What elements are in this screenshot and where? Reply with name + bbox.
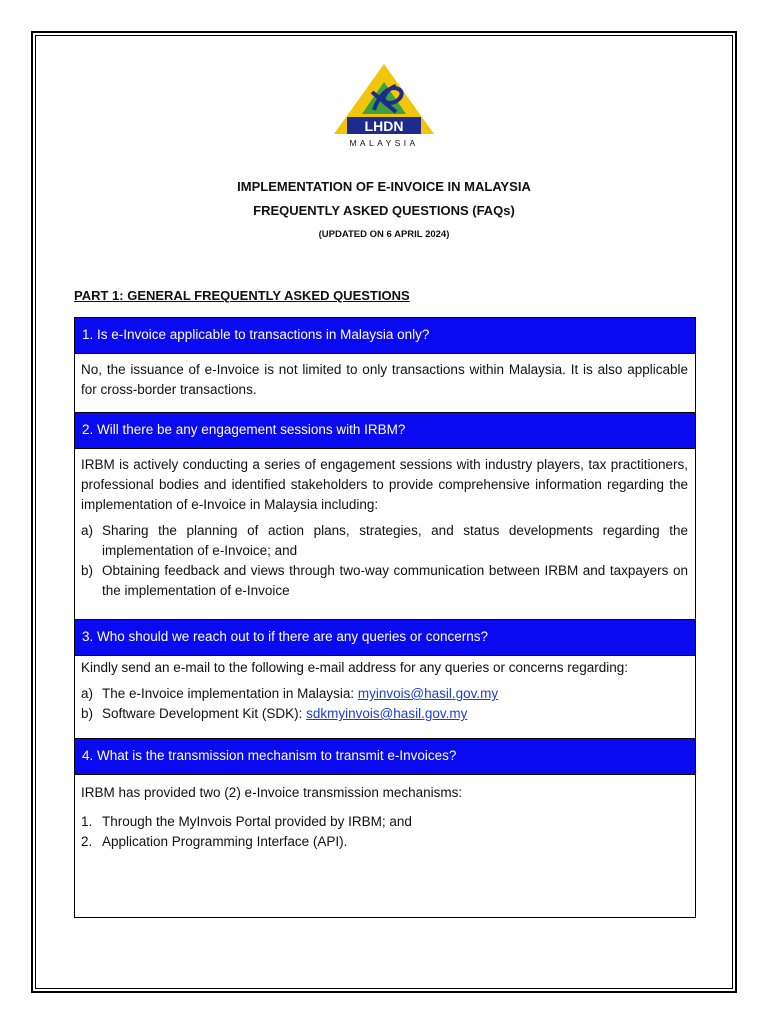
list-marker: a) (81, 686, 94, 701)
lhdn-logo (330, 62, 438, 152)
faq-table (74, 317, 696, 918)
list-item (81, 684, 688, 704)
list-item-text: Application Programming Interface (API). (102, 834, 348, 849)
doc-updated-date: (UPDATED ON 6 APRIL 2024) (318, 229, 450, 240)
doc-subtitle: FREQUENTLY ASKED QUESTIONS (FAQs) (253, 203, 515, 218)
list-item-text: Obtaining feedback and views through two-way communication between IRBM and taxpayers on the implementation of e-Invoice (102, 563, 688, 598)
faq-answer-3-list (81, 684, 688, 724)
faq-answer-3 (75, 656, 695, 739)
list-item-text: Sharing the planning of action plans, strategies, and status developments regarding the implementation of e-Invoice; and (102, 523, 688, 558)
faq-answer-1-text: No, the issuance of e-Invoice is not limited to only transactions within Malaysia. It is also applicable for cross-border transactions. (81, 362, 688, 397)
list-marker: b) (81, 563, 94, 578)
faq-answer-4-list (81, 812, 688, 852)
email-link-myinvois[interactable]: myinvois@hasil.gov.my (357, 686, 499, 701)
faq-answer-4-text: IRBM has provided two (2) e-Invoice transmission mechanisms: (81, 785, 463, 800)
list-item (81, 521, 688, 561)
faq-answer-2-list (81, 521, 688, 601)
logo-country-text: MALAYSIA (349, 138, 419, 148)
faq-question-4: 4. What is the transmission mechanism to transmit e-Invoices? (75, 739, 695, 775)
list-item (81, 561, 688, 601)
list-item-text: The e-Invoice implementation in Malaysia: (102, 686, 358, 701)
doc-title: IMPLEMENTATION OF E-INVOICE IN MALAYSIA (237, 179, 531, 194)
part-heading: PART 1: GENERAL FREQUENTLY ASKED QUESTIONS (74, 288, 410, 303)
list-item (81, 704, 688, 724)
list-item (81, 832, 688, 852)
faq-question-2: 2. Will there be any engagement sessions with IRBM? (75, 413, 695, 449)
faq-answer-1 (75, 354, 695, 413)
list-marker: a) (81, 523, 94, 538)
faq-answer-2 (75, 449, 695, 620)
faq-answer-3-text: Kindly send an e-mail to the following e-mail address for any queries or concerns regarding: (81, 660, 629, 675)
logo-brand-text: LHDN (364, 118, 404, 134)
list-item-text: Through the MyInvois Portal provided by IRBM; and (102, 814, 412, 829)
list-marker: b) (81, 706, 94, 721)
email-link-sdkmyinvois[interactable]: sdkmyinvois@hasil.gov.my (306, 706, 468, 721)
list-marker: 1. (81, 814, 93, 829)
list-item (81, 812, 688, 832)
faq-question-1: 1. Is e-Invoice applicable to transactions in Malaysia only? (75, 318, 695, 354)
faq-question-3: 3. Who should we reach out to if there are any queries or concerns? (75, 620, 695, 656)
faq-answer-2-text: IRBM is actively conducting a series of engagement sessions with industry players, tax practitioners, professional bodies and identified stakeholders to provide comprehensive information regarding the implementation of e-Invoice in Malaysia including: (81, 457, 688, 512)
lhdn-logo-icon (330, 62, 438, 152)
faq-answer-4 (75, 775, 695, 917)
list-marker: 2. (81, 834, 93, 849)
list-item-text: Software Development Kit (SDK): (102, 706, 307, 721)
